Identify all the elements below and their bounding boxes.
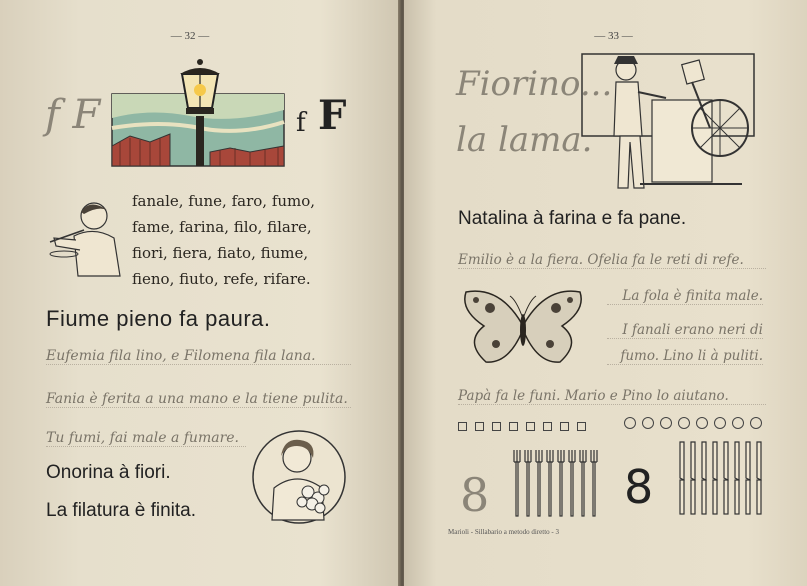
script-line: I fanali erano neri di xyxy=(607,322,763,339)
word-row: fiori, fiera, fiato, fiume, xyxy=(132,244,309,262)
word-row: fame, farina, filo, filare, xyxy=(132,218,312,236)
left-page xyxy=(0,0,400,586)
script-title: la lama. xyxy=(456,120,593,160)
circles-row xyxy=(624,416,768,434)
footer-imprint: Marioli - Sillabario a metodo diretto - 3 xyxy=(448,528,560,536)
girl-with-flowers-illustration xyxy=(250,428,348,526)
knife-grinder-illustration xyxy=(580,52,756,198)
script-line: Fania è ferita a una mano e la tiene pulita. xyxy=(46,391,351,408)
page-number: — 32 — xyxy=(170,30,210,42)
print-line: La filatura è finita. xyxy=(46,500,196,521)
squares-row xyxy=(458,418,594,436)
script-line: Papà fa le funi. Mario e Pino lo aiutano. xyxy=(458,388,766,405)
header-script-letters: f F xyxy=(45,92,101,138)
word-list xyxy=(132,188,315,292)
script-line: Tu fumi, fai male a fumare. xyxy=(46,430,246,447)
forks-row xyxy=(508,448,604,520)
print-line: Onorina à fiori. xyxy=(46,462,171,483)
count-script-eight: 8 xyxy=(460,468,490,522)
script-title: Fiorino... xyxy=(456,64,613,104)
header-print-small: f xyxy=(296,108,306,138)
count-print-eight: 8 xyxy=(624,460,654,514)
script-line: Emilio è a la fiera. Ofelia fa le reti di refe. xyxy=(458,252,766,269)
boy-drinking-illustration xyxy=(46,196,126,280)
knives-row xyxy=(674,440,770,520)
page-number: — 33 — xyxy=(594,30,633,42)
script-line: La fola è finita male. xyxy=(607,288,763,305)
street-lamp-illustration xyxy=(110,58,290,168)
right-page xyxy=(404,0,807,586)
header-print-big: F xyxy=(318,92,347,139)
butterfly-illustration xyxy=(460,286,586,368)
script-line: Eufemia fila lino, e Filomena fila lana. xyxy=(46,348,351,365)
word-row: fieno, fiuto, refe, rifare. xyxy=(132,270,311,288)
word-row: fanale, fune, faro, fumo, xyxy=(132,192,316,210)
print-sentence: Natalina à farina e fa pane. xyxy=(458,208,687,229)
sentence-big: Fiume pieno fa paura. xyxy=(46,306,271,331)
script-line: fumo. Lino li à puliti. xyxy=(607,348,763,365)
